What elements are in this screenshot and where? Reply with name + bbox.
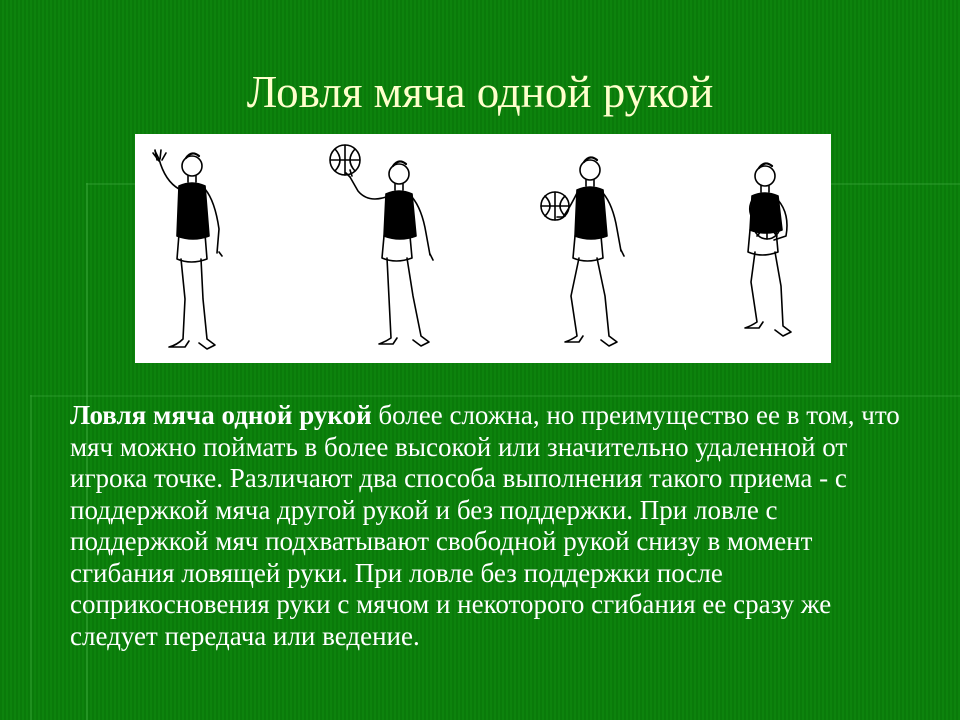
slide-title: Ловля мяча одной рукой	[246, 67, 714, 118]
player-figure-4	[745, 163, 791, 336]
description-lead: Ловля мяча одной рукой	[70, 400, 372, 430]
player-figure-1	[153, 150, 222, 349]
basketball-sequence-illustration	[135, 134, 831, 363]
player-figure-3	[541, 157, 624, 346]
decor-line-vertical-2	[30, 395, 32, 720]
description-paragraph	[70, 400, 920, 652]
decor-line-horizontal-2	[30, 395, 960, 397]
description-text: более сложна, но преимущество ее в том, что мяч можно поймать в более высокой или значительно удаленной от игрока точке. Различают два способа выполнения такого приема - с поддержкой мяча другой рукой и без поддержки. При ловле с поддержкой мяч подхватывают свободной рукой снизу в момент сгибания ловящей руки. При ловле без поддержки после соприкосновения руки с мячом и некоторого сгибания ее сразу же следует передача или ведение.	[70, 400, 900, 651]
player-figure-2	[330, 145, 433, 346]
illustration-panel	[135, 134, 831, 363]
